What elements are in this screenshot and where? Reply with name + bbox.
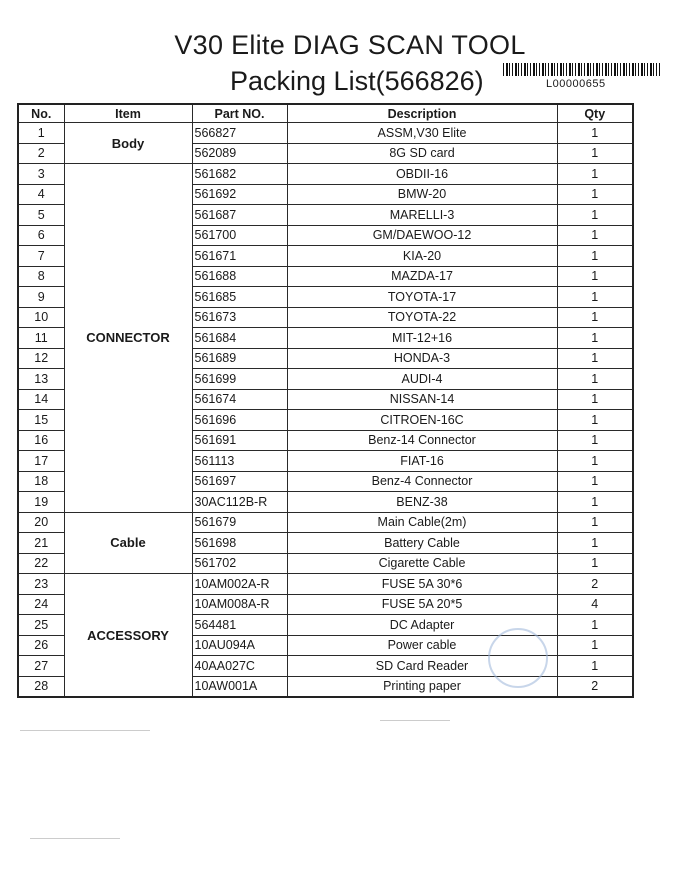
part-number: 40AA027C (192, 656, 287, 677)
description: Benz-4 Connector (287, 471, 557, 492)
description: GM/DAEWOO-12 (287, 225, 557, 246)
row-number: 27 (18, 656, 64, 677)
description: MARELLI-3 (287, 205, 557, 226)
description: BMW-20 (287, 184, 557, 205)
quantity: 1 (557, 328, 633, 349)
description: KIA-20 (287, 246, 557, 267)
quantity: 1 (557, 123, 633, 144)
part-number: 561688 (192, 266, 287, 287)
part-number: 561698 (192, 533, 287, 554)
row-number: 13 (18, 369, 64, 390)
quantity: 2 (557, 676, 633, 697)
description: DC Adapter (287, 615, 557, 636)
quantity: 1 (557, 389, 633, 410)
description: AUDI-4 (287, 369, 557, 390)
part-number: 564481 (192, 615, 287, 636)
quantity: 1 (557, 246, 633, 267)
quantity: 1 (557, 205, 633, 226)
part-number: 561113 (192, 451, 287, 472)
description: Main Cable(2m) (287, 512, 557, 533)
quantity: 1 (557, 287, 633, 308)
column-header: Description (287, 104, 557, 123)
row-number: 8 (18, 266, 64, 287)
table-row (18, 512, 633, 533)
row-number: 24 (18, 594, 64, 615)
part-number: 562089 (192, 143, 287, 164)
description: Printing paper (287, 676, 557, 697)
part-number: 561699 (192, 369, 287, 390)
row-number: 19 (18, 492, 64, 513)
row-number: 15 (18, 410, 64, 431)
table-row (18, 574, 633, 595)
quantity: 2 (557, 574, 633, 595)
quantity: 1 (557, 369, 633, 390)
description: Benz-14 Connector (287, 430, 557, 451)
part-number: 561679 (192, 512, 287, 533)
row-number: 17 (18, 451, 64, 472)
quantity: 1 (557, 656, 633, 677)
row-number: 3 (18, 164, 64, 185)
row-number: 1 (18, 123, 64, 144)
part-number: 561673 (192, 307, 287, 328)
row-number: 18 (18, 471, 64, 492)
part-number: 561687 (192, 205, 287, 226)
row-number: 26 (18, 635, 64, 656)
scan-smudge (380, 720, 450, 721)
quantity: 4 (557, 594, 633, 615)
row-number: 4 (18, 184, 64, 205)
part-number: 561700 (192, 225, 287, 246)
description: HONDA-3 (287, 348, 557, 369)
part-number: 10AM008A-R (192, 594, 287, 615)
description: SD Card Reader (287, 656, 557, 677)
part-number: 561674 (192, 389, 287, 410)
table-body (18, 123, 633, 698)
column-header: Qty (557, 104, 633, 123)
part-number: 561689 (192, 348, 287, 369)
quantity: 1 (557, 184, 633, 205)
quantity: 1 (557, 635, 633, 656)
ink-stamp (488, 628, 548, 688)
row-number: 23 (18, 574, 64, 595)
description: ASSM,V30 Elite (287, 123, 557, 144)
quantity: 1 (557, 430, 633, 451)
part-number: 561691 (192, 430, 287, 451)
row-number: 25 (18, 615, 64, 636)
table-header-row (18, 104, 633, 123)
part-number: 30AC112B-R (192, 492, 287, 513)
row-number: 11 (18, 328, 64, 349)
quantity: 1 (557, 471, 633, 492)
part-number: 10AM002A-R (192, 574, 287, 595)
description: MIT-12+16 (287, 328, 557, 349)
part-number: 561702 (192, 553, 287, 574)
barcode (503, 63, 660, 76)
description: Power cable (287, 635, 557, 656)
table-row (18, 164, 633, 185)
row-number: 21 (18, 533, 64, 554)
document-subtitle: Packing List(566826) (230, 66, 484, 96)
column-header: No. (18, 104, 64, 123)
quantity: 1 (557, 492, 633, 513)
description: Battery Cable (287, 533, 557, 554)
description: FUSE 5A 20*5 (287, 594, 557, 615)
part-number: 10AW001A (192, 676, 287, 697)
description: TOYOTA-17 (287, 287, 557, 308)
item-group-label: Cable (64, 512, 192, 574)
scan-smudge (30, 838, 120, 839)
row-number: 22 (18, 553, 64, 574)
row-number: 28 (18, 676, 64, 697)
description: FIAT-16 (287, 451, 557, 472)
description: FUSE 5A 30*6 (287, 574, 557, 595)
part-number: 561682 (192, 164, 287, 185)
description: OBDII-16 (287, 164, 557, 185)
part-number: 566827 (192, 123, 287, 144)
description: Cigarette Cable (287, 553, 557, 574)
row-number: 5 (18, 205, 64, 226)
description: TOYOTA-22 (287, 307, 557, 328)
part-number: 561692 (192, 184, 287, 205)
document-title: V30 Elite DIAG SCAN TOOL (174, 30, 526, 60)
row-number: 6 (18, 225, 64, 246)
quantity: 1 (557, 164, 633, 185)
part-number: 561684 (192, 328, 287, 349)
quantity: 1 (557, 512, 633, 533)
row-number: 12 (18, 348, 64, 369)
row-number: 20 (18, 512, 64, 533)
quantity: 1 (557, 307, 633, 328)
part-number: 10AU094A (192, 635, 287, 656)
part-number: 561685 (192, 287, 287, 308)
quantity: 1 (557, 553, 633, 574)
row-number: 10 (18, 307, 64, 328)
packing-list-table (17, 103, 634, 698)
row-number: 2 (18, 143, 64, 164)
part-number: 561697 (192, 471, 287, 492)
quantity: 1 (557, 266, 633, 287)
description: MAZDA-17 (287, 266, 557, 287)
description: BENZ-38 (287, 492, 557, 513)
item-group-label: CONNECTOR (64, 164, 192, 513)
row-number: 9 (18, 287, 64, 308)
column-header: Item (64, 104, 192, 123)
scan-smudge (20, 730, 150, 731)
row-number: 16 (18, 430, 64, 451)
quantity: 1 (557, 533, 633, 554)
quantity: 1 (557, 225, 633, 246)
part-number: 561671 (192, 246, 287, 267)
row-number: 14 (18, 389, 64, 410)
quantity: 1 (557, 451, 633, 472)
serial-number: L00000655 (546, 78, 606, 90)
quantity: 1 (557, 615, 633, 636)
row-number: 7 (18, 246, 64, 267)
part-number: 561696 (192, 410, 287, 431)
table-row (18, 123, 633, 144)
column-header: Part NO. (192, 104, 287, 123)
quantity: 1 (557, 410, 633, 431)
description: CITROEN-16C (287, 410, 557, 431)
quantity: 1 (557, 348, 633, 369)
description: NISSAN-14 (287, 389, 557, 410)
quantity: 1 (557, 143, 633, 164)
item-group-label: ACCESSORY (64, 574, 192, 698)
item-group-label: Body (64, 123, 192, 164)
description: 8G SD card (287, 143, 557, 164)
